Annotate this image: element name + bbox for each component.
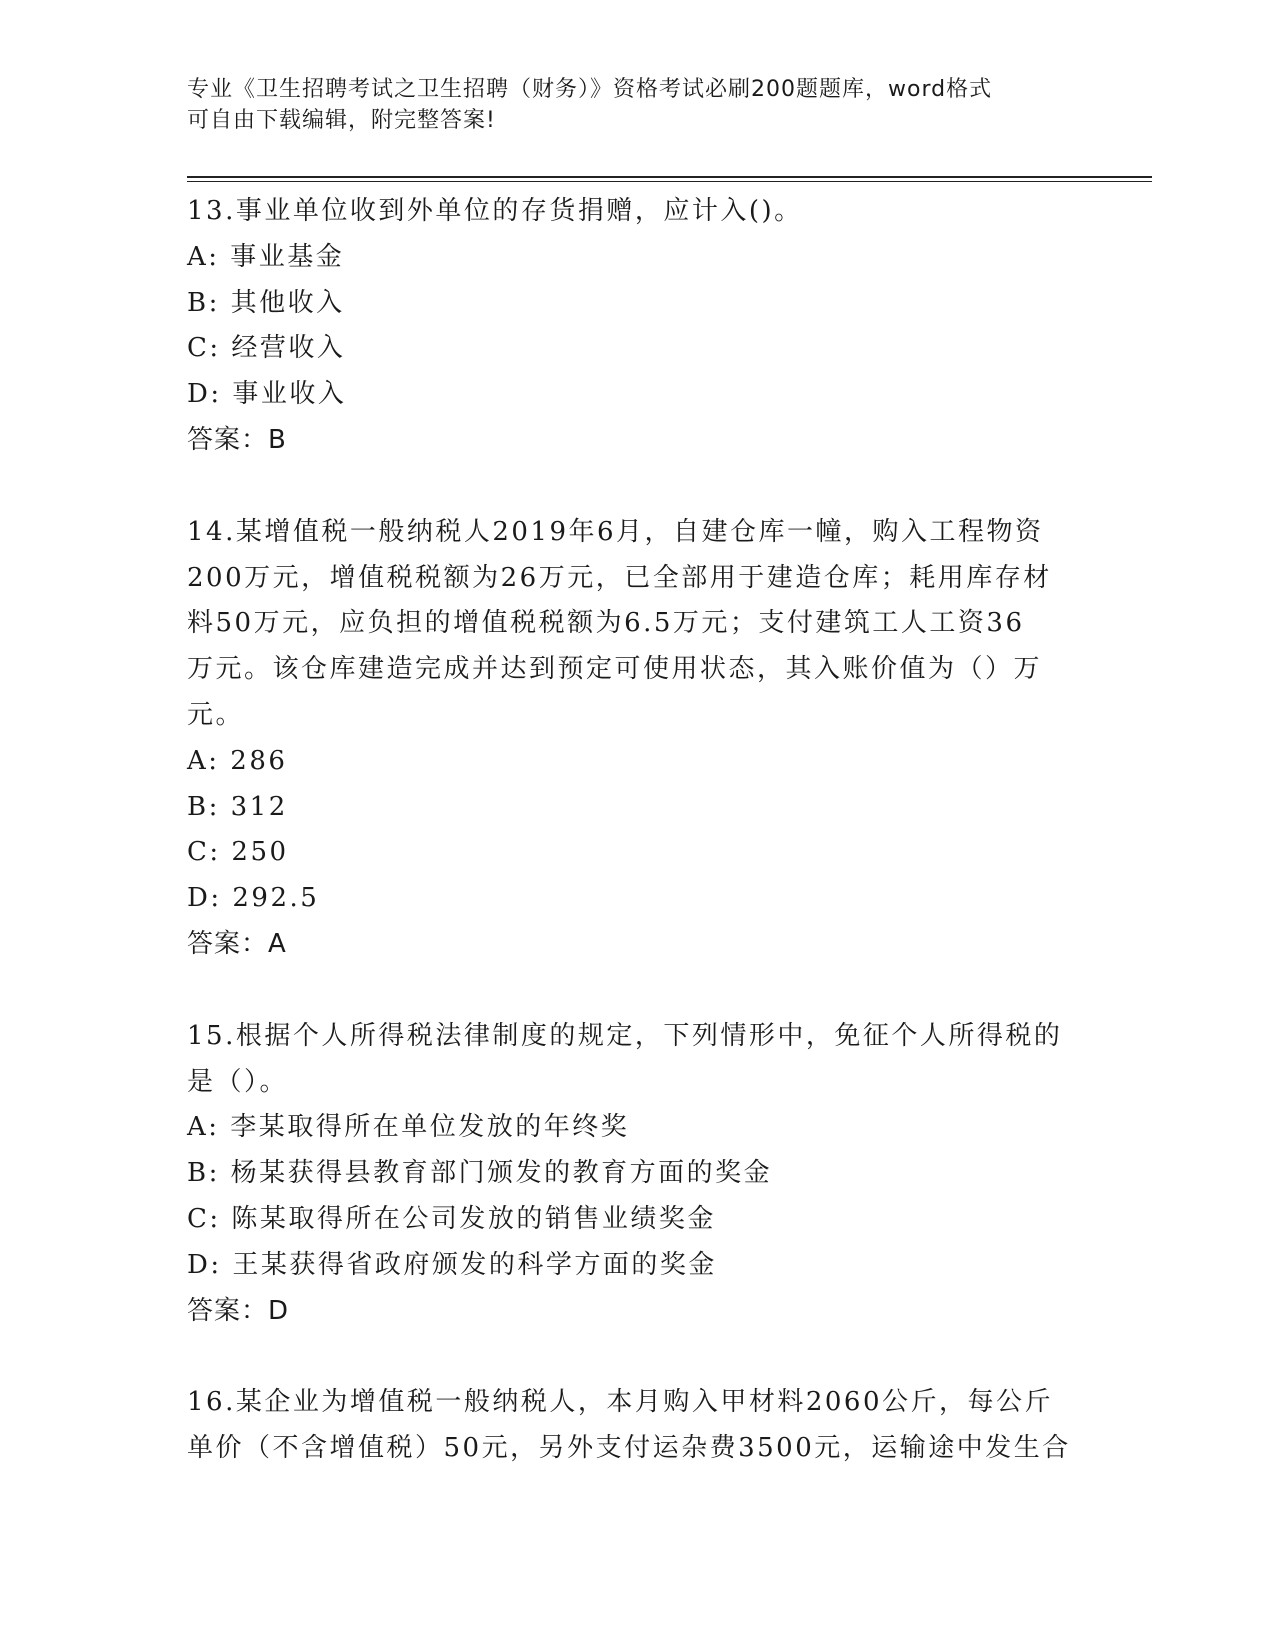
question-stem-line: 万元。该仓库建造完成并达到预定可使用状态，其入账价值为（）万 <box>187 654 1043 685</box>
option-a: A: 事业基金 <box>187 241 345 272</box>
answer-line: 答案：A <box>187 928 287 959</box>
question-stem-line: 是（）。 <box>187 1066 289 1097</box>
header-line-2: 可自由下载编辑，附完整答案! <box>187 108 496 133</box>
header-divider <box>187 176 1152 178</box>
option-a: A: 李某取得所在单位发放的年终奖 <box>187 1112 630 1143</box>
option-b: B: 其他收入 <box>187 287 345 318</box>
option-d: D: 事业收入 <box>187 379 347 410</box>
question-stem-line: 元。 <box>187 699 245 730</box>
question-stem <box>187 1014 1087 1106</box>
question-stem-line: 13.事业单位收到外单位的存货捐赠，应计入()。 <box>187 196 803 226</box>
question-stem <box>187 189 1087 235</box>
question-stem-line: 15.根据个人所得税法律制度的规定，下列情形中，免征个人所得税的 <box>187 1020 1063 1051</box>
header-line-1: 专业《卫生招聘考试之卫生招聘（财务）》资格考试必刷200题题库，word格式 <box>187 77 993 102</box>
page-header <box>187 74 1087 136</box>
option-b: B: 312 <box>187 791 288 822</box>
question-stem-line: 料50万元，应负担的增值税税额为6.5万元；支付建筑工人工资36 <box>187 608 1025 639</box>
question-stem-line: 16.某企业为增值税一般纳税人，本月购入甲材料2060公斤，每公斤 <box>187 1387 1054 1418</box>
answer-line: 答案：D <box>187 1295 290 1326</box>
question-stem <box>187 1380 1087 1472</box>
question-15 <box>187 1014 1087 1335</box>
header-divider-secondary <box>187 181 1152 182</box>
question-14 <box>187 510 1087 968</box>
question-13 <box>187 189 1087 464</box>
option-d: D: 292.5 <box>187 883 320 914</box>
question-stem-line: 200万元，增值税税额为26万元，已全部用于建造仓库；耗用库存材 <box>187 562 1052 593</box>
option-b: B: 杨某获得县教育部门颁发的教育方面的奖金 <box>187 1158 773 1189</box>
option-c: C: 经营收入 <box>187 333 346 364</box>
option-a: A: 286 <box>187 745 288 776</box>
option-c: C: 陈某取得所在公司发放的销售业绩奖金 <box>187 1203 716 1234</box>
question-list <box>187 189 1087 1518</box>
option-d: D: 王某获得省政府颁发的科学方面的奖金 <box>187 1249 717 1280</box>
answer-line: 答案：B <box>187 424 287 455</box>
option-c: C: 250 <box>187 837 289 868</box>
question-stem <box>187 510 1087 739</box>
question-stem-line: 单价（不含增值税）50元，另外支付运杂费3500元，运输途中发生合 <box>187 1433 1071 1464</box>
question-stem-line: 14.某增值税一般纳税人2019年6月，自建仓库一幢，购入工程物资 <box>187 516 1044 547</box>
question-16 <box>187 1380 1087 1472</box>
